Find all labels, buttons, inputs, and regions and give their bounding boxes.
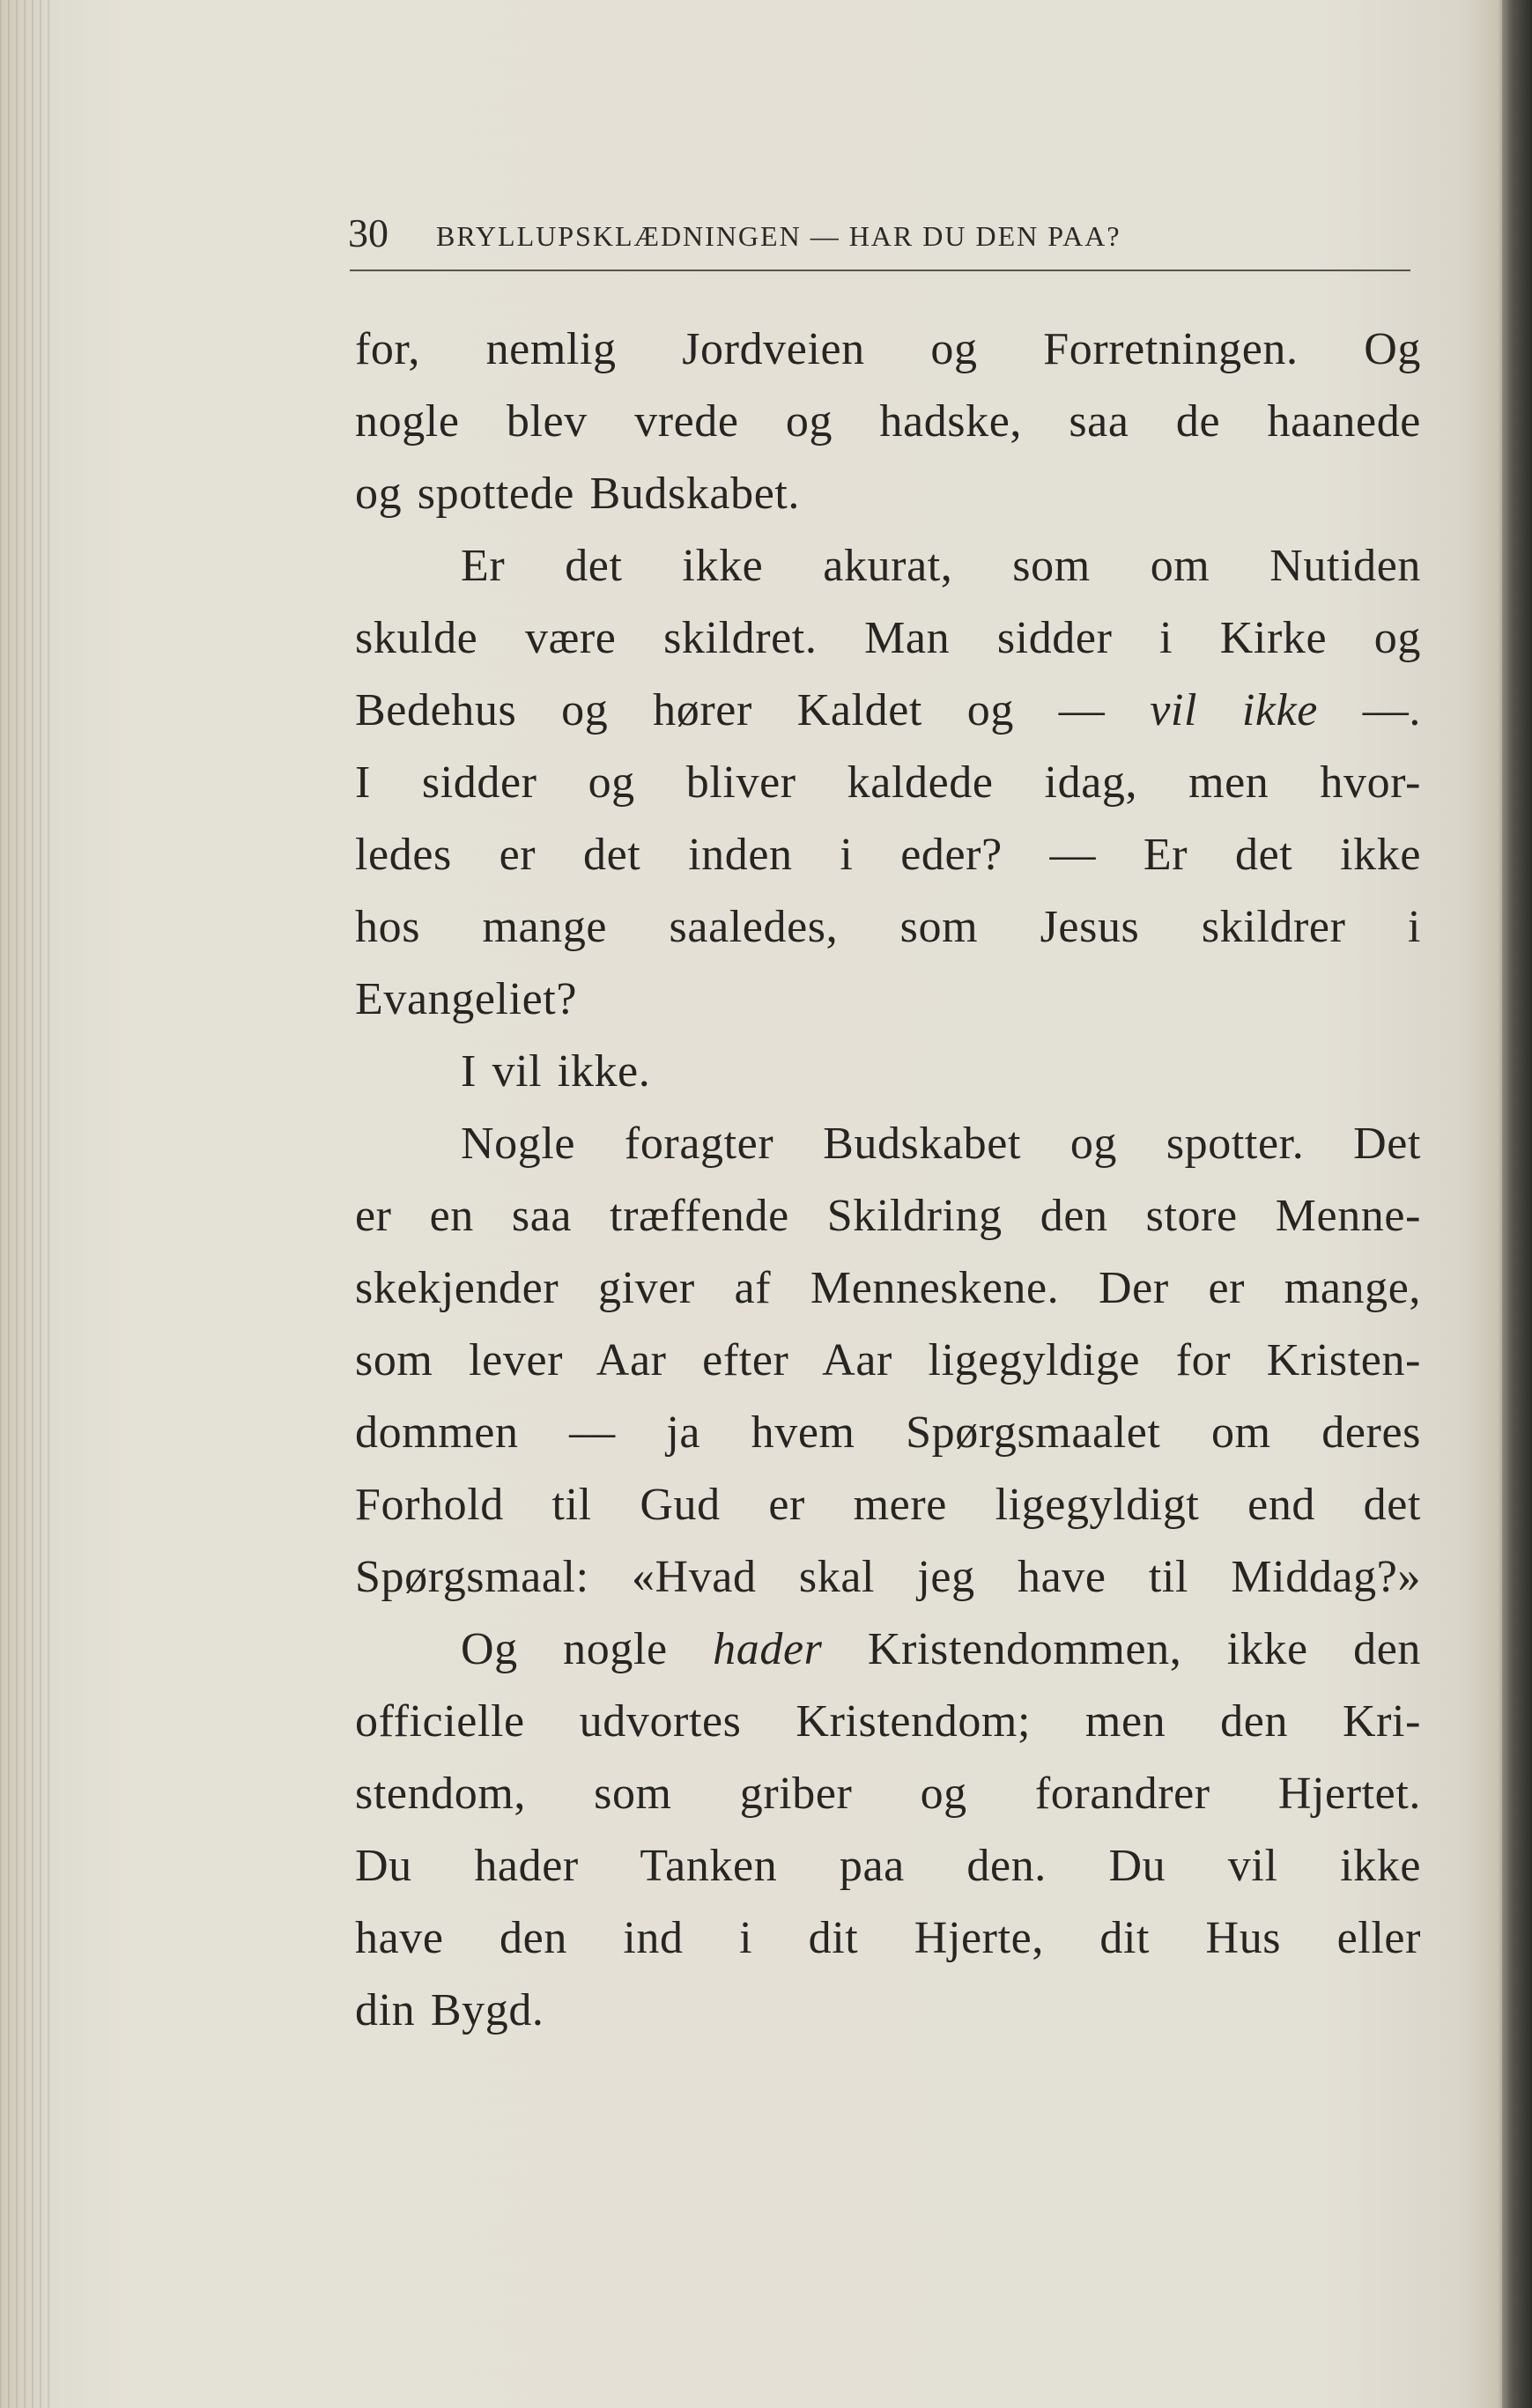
text-line: I vil ikke. xyxy=(461,1046,651,1097)
italic-emphasis: hader xyxy=(713,1624,823,1674)
text-line: og spottede Budskabet. xyxy=(355,469,801,519)
text-line: Og nogle hader Kristendommen, ikke den xyxy=(461,1624,1422,1674)
page-number: 30 xyxy=(348,211,389,255)
text-line: din Bygd. xyxy=(355,1985,544,2035)
page-binding-shadow xyxy=(0,0,53,2408)
text-line: Du hader Tanken paa den. Du vil ikke xyxy=(355,1841,1421,1891)
text-line: Nogle foragter Budskabet og spotter. Det xyxy=(461,1119,1421,1169)
text-line: stendom, som griber og forandrer Hjertet. xyxy=(355,1769,1421,1819)
running-title: BRYLLUPSKLÆDNINGEN — HAR DU DEN PAA? xyxy=(436,220,1121,252)
text-line: skulde være skildret. Man sidder i Kirke og xyxy=(355,613,1421,663)
text-line: er en saa træffende Skildring den store Menne- xyxy=(355,1191,1421,1241)
page-edge-shadow xyxy=(1502,0,1532,2408)
text-line: ledes er det inden i eder? — Er det ikke xyxy=(355,830,1421,880)
text-line: officielle udvortes Kristendom; men den Kri- xyxy=(355,1696,1421,1747)
text-line: for, nemlig Jordveien og Forretningen. Og xyxy=(355,324,1421,374)
text-line: Evangeliet? xyxy=(355,974,578,1024)
text-line: Er det ikke akurat, som om Nutiden xyxy=(461,541,1421,591)
italic-emphasis: vil ikke xyxy=(1150,685,1318,735)
text-line: dommen — ja hvem Spørgsmaalet om deres xyxy=(355,1407,1421,1458)
body-text xyxy=(355,314,1421,2047)
text-line: have den ind i dit Hjerte, dit Hus eller xyxy=(355,1913,1421,1963)
text-line: I sidder og bliver kaldede idag, men hvor- xyxy=(355,757,1421,808)
running-header xyxy=(348,210,1412,262)
text-line: Bedehus og hører Kaldet og — vil ikke —. xyxy=(355,685,1421,735)
header-rule xyxy=(350,270,1410,271)
text-line: Forhold til Gud er mere ligegyldigt end det xyxy=(355,1480,1421,1530)
text-line: som lever Aar efter Aar ligegyldige for Kristen- xyxy=(355,1335,1421,1385)
text-line: nogle blev vrede og hadske, saa de haanede xyxy=(355,396,1421,447)
text-line: hos mange saaledes, som Jesus skildrer i xyxy=(355,902,1421,952)
text-line: skekjender giver af Menneskene. Der er mange, xyxy=(355,1263,1421,1313)
text-line: Spørgsmaal: «Hvad skal jeg have til Middag?» xyxy=(355,1552,1421,1602)
